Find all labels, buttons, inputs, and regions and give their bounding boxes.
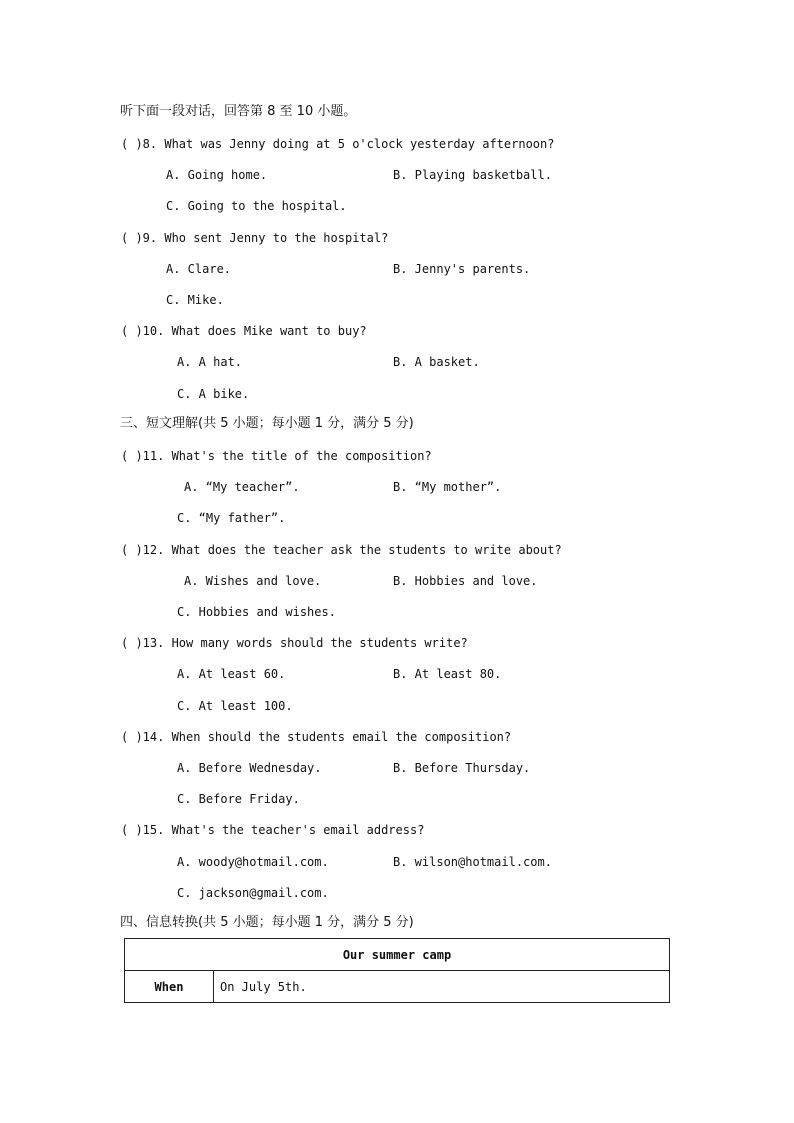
option-11a: A. “My teacher”. [184,480,300,494]
section-info-heading: 四、信息转换(共 5 小题；每小题 1 分，满分 5 分) [120,915,414,930]
option-8b: B. Playing basketball. [393,168,552,182]
section-listening-intro: 听下面一段对话，回答第 8 至 10 小题。 [120,104,357,119]
option-9c: C. Mike. [166,293,224,307]
option-10b: B. A basket. [393,355,480,369]
question-10: ( )10. What does Mike want to buy? [121,324,367,338]
question-13: ( )13. How many words should the students write? [121,636,468,650]
option-8c: C. Going to the hospital. [166,199,347,213]
option-12a: A. Wishes and love. [184,574,322,588]
option-15a: A. woody@hotmail.com. [177,855,329,869]
question-14: ( )14. When should the students email the composition? [121,730,512,744]
option-13a: A. At least 60. [177,667,286,681]
option-13c: C. At least 100. [177,699,293,713]
when-value: On July 5th. [214,971,670,1003]
option-13b: B. At least 80. [393,667,502,681]
question-12: ( )12. What does the teacher ask the students to write about? [121,543,562,557]
table-row [125,939,670,971]
option-9b: B. Jenny's parents. [393,262,531,276]
section-reading-heading: 三、短文理解(共 5 小题；每小题 1 分，满分 5 分) [120,416,414,431]
question-11: ( )11. What's the title of the composition? [121,449,432,463]
option-12c: C. Hobbies and wishes. [177,605,336,619]
option-10a: A. A hat. [177,355,243,369]
option-9a: A. Clare. [166,262,232,276]
option-14c: C. Before Friday. [177,792,300,806]
table-title: Our summer camp [125,939,670,971]
option-12b: B. Hobbies and love. [393,574,538,588]
option-8a: A. Going home. [166,168,268,182]
option-14b: B. Before Thursday. [393,761,531,775]
option-15c: C. jackson@gmail.com. [177,886,329,900]
option-14a: A. Before Wednesday. [177,761,322,775]
option-11b: B. “My mother”. [393,480,502,494]
question-9: ( )9. Who sent Jenny to the hospital? [121,231,389,245]
question-8: ( )8. What was Jenny doing at 5 o'clock yesterday afternoon? [121,137,555,151]
when-label: When [125,971,214,1003]
summer-camp-table [124,938,670,1003]
option-11c: C. “My father”. [177,511,286,525]
option-10c: C. A bike. [177,387,250,401]
question-15: ( )15. What's the teacher's email address? [121,823,425,837]
option-15b: B. wilson@hotmail.com. [393,855,552,869]
table-row [125,971,670,1003]
